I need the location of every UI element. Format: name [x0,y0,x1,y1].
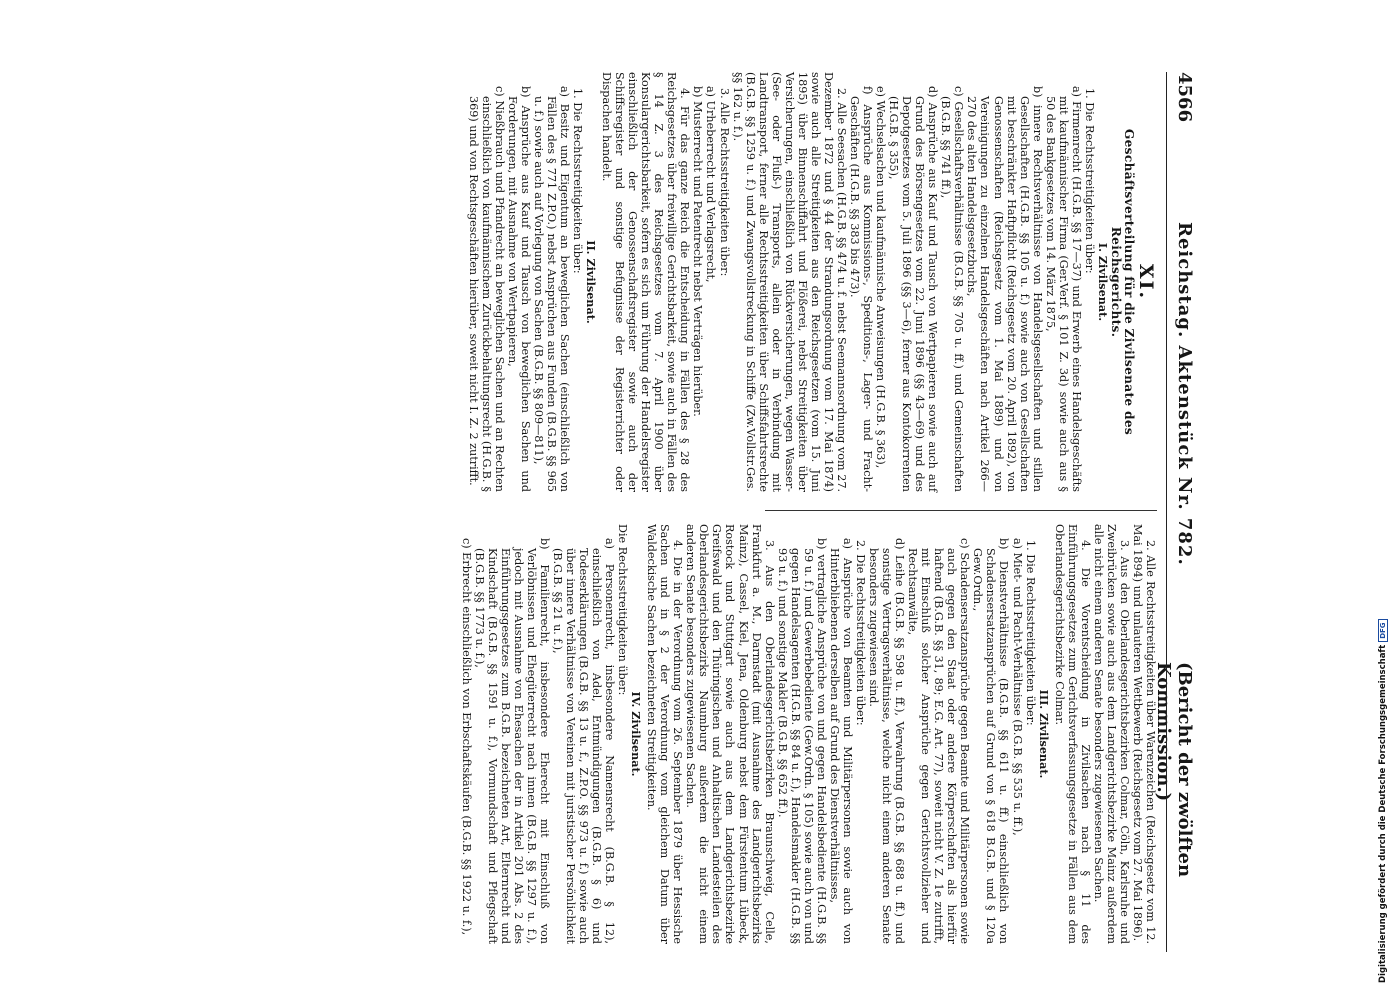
list-item: a) Besitz und Eigentum an beweglichen Sachen (einschließlich von Fällen des § 771 Z.P.O.) nebst Ansprüchen aus Funden (B.G.B. §§ 965 u. f.) sowie auch auf Vorlegung von Sachen (B.G.B. §§ 809—811), [531,86,571,492]
list-item: e) Wechselsachen und kaufmännische Anweisungen (H.G.B. § 363), [874,86,888,469]
list-item: b) innere Rechtsverhältnisse von Handelsgesellschaften und stillen Gesellschaften (H.G.B. §§ 105 u. f.) sowie auch von Gesellschaften mit beschränkter Haftpflicht (Reichsgesetz vom 20. April 1892), von Genossenschaften (Reichsgesetz vom 1. Mai 1889) und von Vereinigungen zu einzelnen Handelsgeschäften nach Artikel 266—270 des alten Handelsgesetzbuchs, [965,86,1044,492]
paragraph: 2. Alle Seesachen (H.G.B. §§ 474 u. f. nebst Seemannsordnung vom 27. Dezember 1872 und § 44 der Strandungsordnung vom 17. Mai 1874) sowie auch alle Streitigkeiten aus den Reichsgesetzen (vom 15. Juni 1895) über Binnenschiffahrt und Flößerei, nebst Streitigkeiten über Versicherungen, einschließlich von Rückversicherungen, wegen Wasser- (See- oder Fluß-) Transports, allein oder in Verbindung mit Landtransport, ferner alle Rechtsstreitigkeiten über Schiffsfahrtsrechte (B.G.B. §§ 1259 u. f.) und Zwangsvollstreckung in Schiffe (Zw.Vollstr.Ges. §§ 162 u. f.). [730,72,848,492]
paragraph: 3. Alle Rechtsstreitigkeiten über: [717,88,731,277]
paragraph: 3. Aus den Oberlandesgerichtsbezirken Colmar, Cöln, Karlsruhe und Zweibrücken sowie auch aus dem Landgerichtsbezirke Mainz außerdem alle nicht einem anderen Senate besonders zugewiesenen Sachen. [1091,524,1131,944]
subheading-third-senate: III. Zivilsenat. [1036,689,1051,779]
subheading-fourth-senate: IV. Zivilsenat. [629,691,644,777]
subheading-first-senate: I. Zivilsenat. [1095,242,1110,322]
left-column [467,72,1157,492]
commission-note: (Bericht der zwölften Kommission.) [1153,662,1195,878]
digitization-credit [1378,563,1388,983]
list-item: a) Personenrecht, insbesondere Namensrecht (B.G.B. § 12), einschließlich von Adel, Entmündigungen (B.G.B. § 6) und Todeserklärungen (B.G.B. §§ 13 u. f., Z.P.O. §§ 973 u. f.) sowie auch über innere Verhältnisse von Vereinen mit juristischer Persönlichkeit (B.G.B. §§ 21 u. f.), [550,538,617,944]
document-title: Reichstag. Aktenstück Nr. 782. [1174,222,1195,566]
list-item: a) Ansprüche von Beamten und Militärpersonen sowie auch von Hinterbliebenen derselben auf Grund des Dienstverhältnisses, [827,538,854,944]
page-number: 4566 [1174,72,1195,123]
list-item: b) Ansprüche aus Kauf und Tausch von beweglichen Sachen und Forderungen, mit Ausnahme von Wertpapieren, [505,86,532,492]
paragraph: 2. Alle Rechtsstreitigkeiten über Warenzeichen (Reichsgesetz vom 12. Mai 1894) und unlauteren Wettbewerb (Reichsgesetz vom 27. Mai 1896). [1130,524,1157,944]
list-item: b) Dienstverhältnisse (B.G.B. §§ 611 u. ff.) einschließlich von Schadensersatzansprüchen auf Grund von § 618 B.G.B. und § 120a Gew.Ordn., [971,538,1011,944]
column-divider [765,510,1157,511]
list-item: b) vertragliche Ansprüche von und gegen Handelsbediente (H.G.B. §§ 59 u. f.) und Gewerbebediente (Gew.Ordn. § 105) sowie auch von und gegen Handelsagenten (H.G.B. §§ 84 u. f.), Handelsmakler (H.G.B. §§ 93 u. f.) und sonstige Makler (B.G.B. §§ 652 ff.). [775,538,828,944]
right-column [460,524,1157,944]
list-item: c) Gesellschaftsverhältnisse (B.G.B. §§ 705 u. ff.) und Gemeinschaften (B.G.B. §§ 741 ff.), [939,86,966,492]
subheading-second-senate: II. Zivilsenat. [584,240,599,324]
list-item: a) Urheberrecht und Verlagsrecht, [704,86,718,283]
list-item: c) Schadensersatzansprüche gegen Beamte und Militärpersonen sowie auch gegen den Staat oder andere Körperschaften als hierfür haftend (B.G.B. §§ 31, 89; E.G. Art. 77), soweit nicht V. Z. 1e zutrifft, mit Einschluß solcher Ansprüche gegen Gerichtsvollzieher und Rechtsanwälte, [906,538,972,944]
paragraph: 3. Aus den Oberlandesgerichtsbezirken Braunschweig, Celle, Frankfurt a. M., Darmstadt (mit Ausnahme des Landgerichtsbezirks Mainz), Cassel, Kiel, Jena, Oldenburg nebst dem Fürstentum Lübeck, Rostock und Stuttgart sowie auch aus dem Landgerichtsbezirke Greifswald und den Thüringischen und Anhaltischen Landesteilen des Oberlandesgerichtsbezirks Naumburg außerdem die nicht einem anderen Senate besonders zugewiesenen Sachen. [684,524,776,944]
section-heading: Geschäftsverteilung für die Zivilsenate des Reichsgerichts. [1108,128,1136,436]
list-item: d) Ansprüche aus Kauf und Tausch von Wertpapieren sowie auch auf Grund des Börsengesetzes vom 22. Juni 1896 (§§ 43—69) und des Depotgesetzes vom 5. Juli 1896 (§§ 3—6), ferner aus Kontokorrenten (H.G.B. § 355), [887,86,940,492]
list-item: b) Musterrecht und Patentrecht nebst Verträgen hierüber. [691,86,705,417]
paragraph: 4. Die in der Verordnung vom 26. September 1879 über Hessische Sachen und in § 2 der Verordnung vom gleichem Datum über Waldeckische Sachen bezeichneten Streitigkeiten. [645,524,685,944]
paragraph: Die Rechtsstreitigkeiten über: [616,524,630,696]
running-header [1153,72,1197,952]
list-item: f) Ansprüche aus Kommissions-, Speditions-, Lager- und Fracht-Geschäften (H.G.B. §§ 383 bis 473). [848,86,875,492]
list-item: a) Miet- und Pacht-Verhältnisse (B.G.B. §§ 535 u. ff.), [1010,538,1024,836]
paragraph: 1. Die Rechtsstreitigkeiten über: [571,88,585,274]
paragraph: 4. Die Vorentscheidung in Zivilsachen nach § 11 des Einführungsgesetzes zum Gerichtsverfassungsgesetze in Fällen aus dem Oberlandesgerichtsbezirke Colmar. [1052,524,1092,944]
rotated-print-page [67,72,1197,952]
paragraph: 2. Die Rechtsstreitigkeiten über: [853,540,867,726]
list-item: a) Firmenrecht (H.G.B. §§ 17—37) und Erwerb eines Handelsgeschäfts mit kaufmännischer Firma (Ger.Verf. § 101 Z. 3d) sowie auch aus § 50 des Bankgesetzes vom 14. März 1875, [1043,86,1083,492]
list-item: c) Erbrecht einschließlich von Erbschaftskäufen (B.G.B. §§ 1922 u. f.), [459,538,473,936]
paragraph: 4. Für das ganze Reich die Entscheidung in Fällen des § 28 des Reichsgesetzes über freiwillige Gerichtsbarkeit, sowie auch in Fällen des § 14 Z. 3 des Reichsgesetzes vom 7. April 1900 über Konsulargerichtsbarkeit, sofern es sich um Führung der Handelsregister einschließlich der Genossenschaftsregister sowie auch der Schiffsregister und sonstige Befugnisse der Registerrichter oder Dispachen handelt. [600,72,692,492]
paragraph: 1. Die Rechtsstreitigkeiten über: [1082,88,1096,274]
credit-text: Digitalisierung gefördert durch die Deutsche Forschungsgemeinschaft [1378,644,1388,983]
header-rule [1166,72,1167,952]
list-item: d) Leihe (B.G.B. §§ 598 u. ff.), Verwahrung (B.G.B. §§ 688 u. ff.) und sonstige Vertragsverhältnisse, welche nicht einem anderen Senate besonders zugewiesen sind. [867,538,907,944]
list-item: c) Nießbrauch und Pfandrecht an beweglichen Sachen und an Rechten einschließlich von kaufmännischem Zurückbehaltungsrecht (H.G.B. § 369) und von Rechtsgeschäften hierüber, soweit nicht I. Z. 2 zutrifft. [466,86,506,492]
paragraph: 1. Die Rechtsstreitigkeiten über: [1023,540,1037,726]
section-numeral: XI. [1135,263,1157,301]
dfg-logo: DFG [1378,619,1388,641]
list-item: b) Familienrecht, insbesondere Eherecht mit Einschluß von Verlöbnissen und Ehegüterrecht nach innen (B.G.B. §§ 1297 u. f.), jedoch mit Ausnahme von Ehesachen der in Artikel 201 Abs. 2 des Einführungsgesetzes zum B.G.B. bezeichneten Art, Elternrecht und Kindschaft (B.G.B. §§ 1591 u. f.), Vormundschaft und Pflegschaft (B.G.B. §§ 1773 u. f.), [472,538,551,944]
